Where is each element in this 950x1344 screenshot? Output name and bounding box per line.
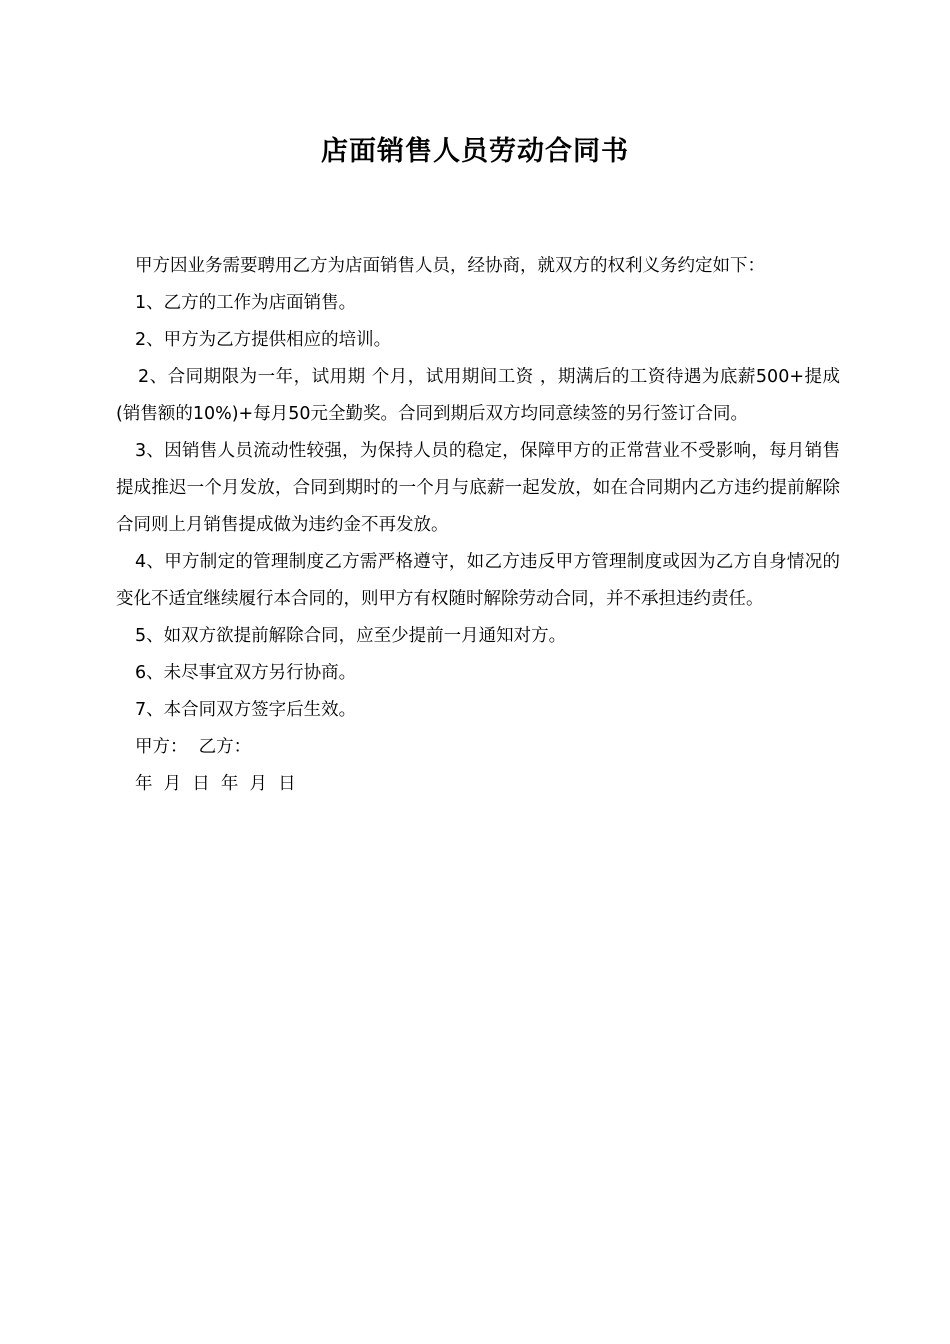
clause-4-management: 4、甲方制定的管理制度乙方需严格遵守，如乙方违反甲方管理制度或因为乙方自身情况的变化不适宜继续履行本合同的，则甲方有权随时解除劳动合同，并不承担违约责任。: [116, 552, 840, 609]
clause-7-effective: 7、本合同双方签字后生效。: [135, 700, 357, 720]
clause-2-training: 2、甲方为乙方提供相应的培训。: [135, 330, 392, 350]
document-title: 店面销售人员劳动合同书: [321, 136, 629, 167]
clause-6-other-matters: 6、未尽事宜双方另行协商。: [135, 663, 357, 683]
document-body: [116, 248, 840, 803]
signature-line: 甲方： 乙方：: [135, 737, 252, 757]
clause-1-work: 1、乙方的工作为店面销售。: [135, 293, 357, 313]
clause-2-contract-term: 2、合同期限为一年，试用期 个月，试用期间工资 ，期满后的工资待遇为底薪500+提成(销售额的10%)+每月50元全勤奖。合同到期后双方均同意续签的另行签订合同。: [116, 367, 840, 424]
intro-paragraph: 甲方因业务需要聘用乙方为店面销售人员，经协商，就双方的权利义务约定如下：: [135, 256, 765, 276]
clause-5-termination: 5、如双方欲提前解除合同，应至少提前一月通知对方。: [135, 626, 567, 646]
date-line: 年 月 日 年 月 日: [135, 774, 296, 794]
clause-3-commission: 3、因销售人员流动性较强，为保持人员的稳定，保障甲方的正常营业不受影响，每月销售提成推迟一个月发放，合同到期时的一个月与底薪一起发放，如在合同期内乙方违约提前解除合同则上月销售提成做为违约金不再发放。: [116, 441, 840, 535]
